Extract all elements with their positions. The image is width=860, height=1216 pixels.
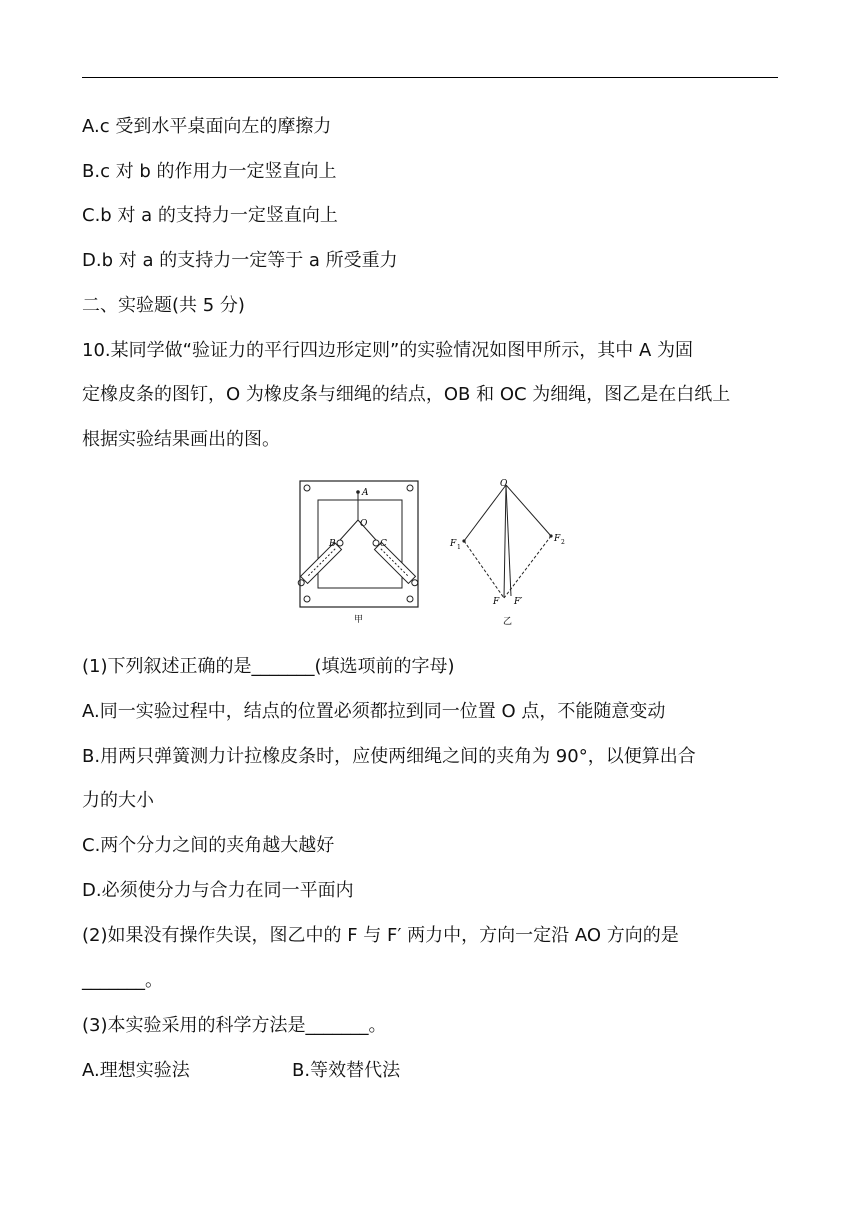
spring-scale-right-icon xyxy=(374,542,420,588)
figure-right-diagram xyxy=(449,479,565,626)
label-b: B xyxy=(329,539,336,549)
label-a: A xyxy=(362,488,369,498)
figure-svg xyxy=(296,476,586,626)
sub1-option-a: A.同一实验过程中，结点的位置必须都拉到同一位置 O 点，不能随意变动 xyxy=(82,701,666,722)
sub1-prompt: (1)下列叙述正确的是_______(填选项前的字母) xyxy=(82,656,455,677)
q9-option-a: A.c 受到水平桌面向左的摩擦力 xyxy=(82,116,332,137)
sub2-prompt: (2)如果没有操作失误，图乙中的 F 与 F′ 两力中，方向一定沿 AO 方向的是 xyxy=(82,925,679,946)
figure-left-apparatus xyxy=(296,481,420,625)
corner-pin-icon xyxy=(407,485,413,491)
q10-stem-line-2: 定橡皮条的图钉，O 为橡皮条与细绳的结点，OB 和 OC 为细绳，图乙是在白纸上 xyxy=(82,384,731,405)
point-f1-icon xyxy=(462,539,465,542)
header-rule xyxy=(82,77,778,78)
hook-c-icon xyxy=(373,540,379,546)
q10-stem-line-3: 根据实验结果画出的图。 xyxy=(82,429,280,450)
label-f1: F xyxy=(450,539,457,549)
section-title: 二、实验题(共 5 分) xyxy=(82,295,245,316)
sub2-blank: _______。 xyxy=(82,970,163,991)
corner-pin-icon xyxy=(407,596,413,602)
vector-f-prime xyxy=(506,485,511,596)
sub1-option-b-cont: 力的大小 xyxy=(82,790,154,811)
q10-stem-line-1: 10.某同学做“验证力的平行四边形定则”的实验情况如图甲所示，其中 A 为固 xyxy=(82,340,694,361)
sub1-option-c: C.两个分力之间的夹角越大越好 xyxy=(82,835,335,856)
sub1-option-d: D.必须使分力与合力在同一平面内 xyxy=(82,880,354,901)
spring-scale-left-icon xyxy=(296,542,342,588)
sub3-prompt: (3)本实验采用的科学方法是_______。 xyxy=(82,1015,387,1036)
sub3-option-b: B.等效替代法 xyxy=(292,1060,401,1081)
corner-pin-icon xyxy=(304,485,310,491)
label-f: F xyxy=(493,597,500,607)
hook-b-icon xyxy=(337,540,343,546)
label-o: O xyxy=(360,519,368,529)
label-f2-subscript: 2 xyxy=(561,539,565,546)
label-c: C xyxy=(380,539,387,549)
label-f2: F xyxy=(554,534,561,544)
label-f-prime: F′ xyxy=(514,597,523,607)
vector-f1 xyxy=(464,485,506,541)
label-o-right: O xyxy=(500,479,508,489)
q9-option-c: C.b 对 a 的支持力一定竖直向上 xyxy=(82,205,338,226)
caption-yi: 乙 xyxy=(503,617,513,626)
vector-f xyxy=(504,485,506,598)
q9-option-d: D.b 对 a 的支持力一定等于 a 所受重力 xyxy=(82,250,398,271)
q9-option-b: B.c 对 b 的作用力一定竖直向上 xyxy=(82,161,337,182)
caption-jia: 甲 xyxy=(354,615,364,625)
vector-f2 xyxy=(506,485,551,536)
sub1-option-b: B.用两只弹簧测力计拉橡皮条时，应使两细绳之间的夹角为 90°，以便算出合 xyxy=(82,746,696,767)
parallelogram-side xyxy=(464,541,504,598)
label-f1-subscript: 1 xyxy=(457,544,461,551)
point-f2-icon xyxy=(549,534,552,537)
corner-pin-icon xyxy=(304,596,310,602)
string-ob xyxy=(340,520,358,540)
parallelogram-side xyxy=(504,536,551,598)
experiment-figure xyxy=(296,476,586,630)
sub3-option-a: A.理想实验法 xyxy=(82,1060,190,1081)
